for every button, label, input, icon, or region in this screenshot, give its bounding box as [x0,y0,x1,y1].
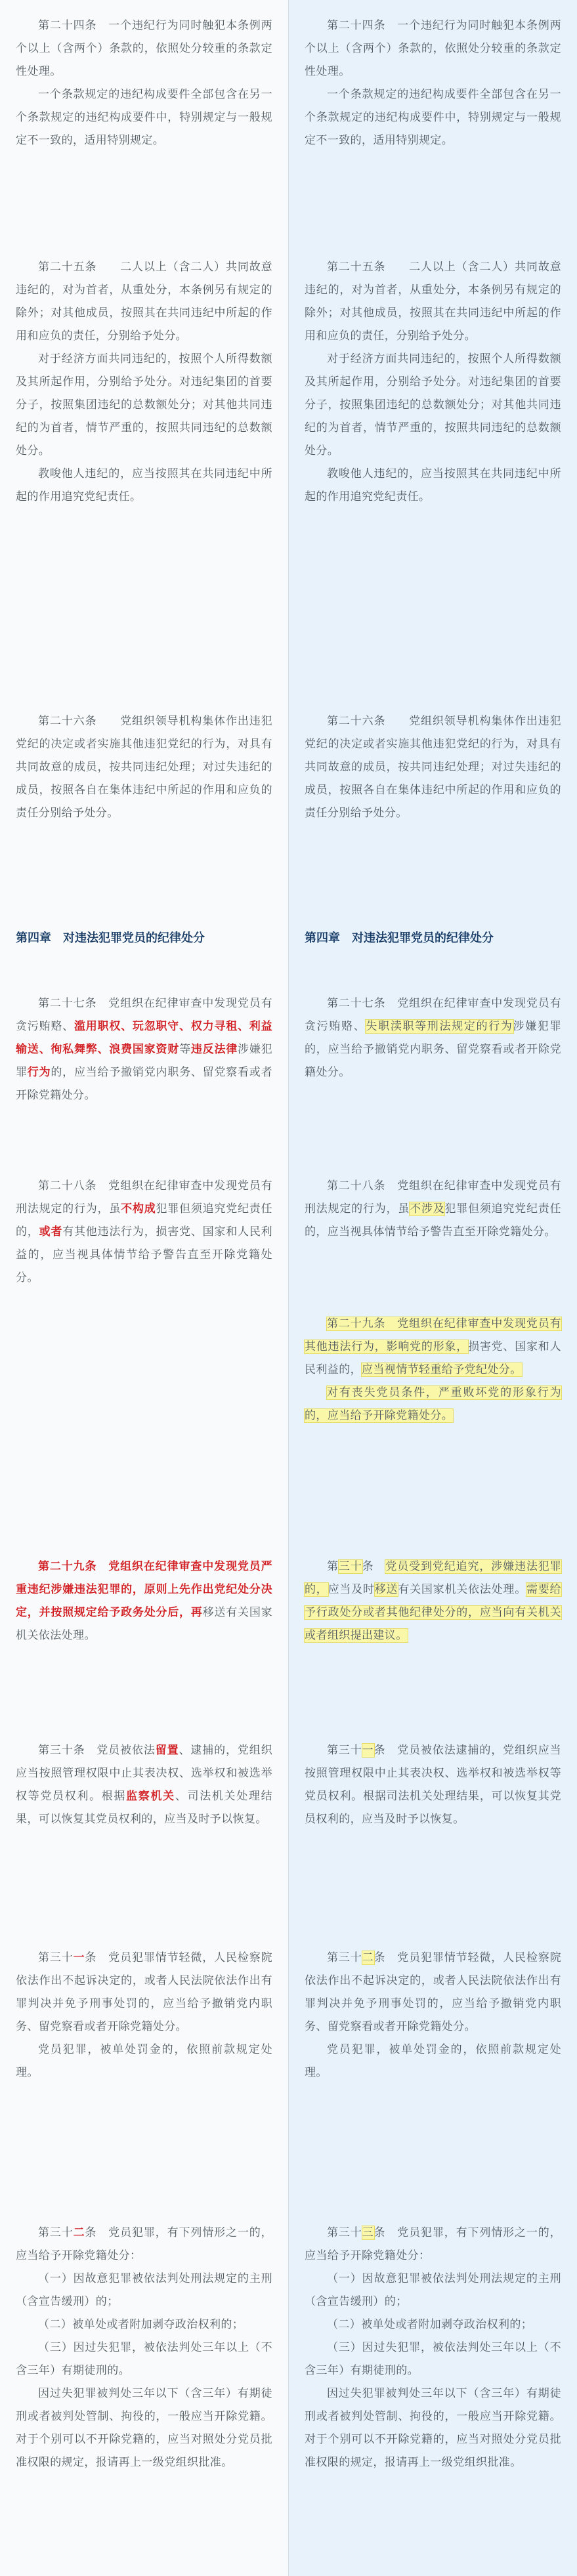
list-item: （一）因故意犯罪被依法判处刑法规定的主刑（含宣告缓刑）的； [305,2272,561,2308]
paragraph: 教唆他人违纪的，应当按照其在共同违纪中所起的作用追究党纪责任。 [16,467,272,503]
paragraph [305,2222,561,2268]
paragraph: 教唆他人违纪的，应当按照其在共同违纪中所起的作用追究党纪责任。 [305,467,561,503]
text: 有其他违法行为，损害党、国家和人民利益的，应当视具体情节给予警告直至开除党籍处分。 [16,1225,273,1284]
left-chapter-heading: 第四章 对违法犯罪党员的纪律处分 [16,931,205,945]
added-text: 二 [362,1951,374,1964]
paragraph [305,1555,561,1647]
paragraph: 党员犯罪，被单处罚金的，依照前款规定处理。 [16,2043,272,2079]
right-article-27 [289,992,577,1084]
text: 移送有关国家机关依法处理。 [16,1606,273,1642]
paragraph: 第二十五条 二人以上（含二人）共同故意违纪的，对为首者，从重处分，本条例另有规定的除外；对其他成员，按照其在共同违纪中所起的作用和应负的责任，分别给予处分。 [305,261,561,343]
left-article-31 [0,1947,288,2084]
added-text: 移送 [374,1583,398,1596]
paragraph: 一个条款规定的违纪构成要件全部包含在另一个条款规定的违纪构成要件中，特别规定与一般规定不一致的，适用特别规定。 [305,88,561,147]
paragraph [305,992,561,1084]
paragraph: 因过失犯罪被判处三年以下（含三年）有期徒刑或者被判处管制、拘役的，一般应当开除党籍。对于个别可以不开除党籍的，应当对照处分党员批准权限的规定，报请再上一级党组织批准。 [16,2387,272,2469]
left-article-27 [0,992,288,1107]
list-item: （三）因过失犯罪，被依法判处三年以上（不含三年）有期徒刑的。 [305,2341,561,2377]
added-text: 需要给予行政处分或者其他纪律处分的，应当向有关机关或者组织提出建议。 [305,1583,561,1642]
text: 损害党、国家和人民利益的， [305,1340,561,1376]
paragraph [305,1947,561,2038]
deleted-text: 二 [73,2226,85,2239]
text: 第 [327,1560,339,1573]
deleted-text: 一 [73,1951,85,1964]
paragraph [16,1739,272,1831]
paragraph [16,2222,272,2268]
right-article-28 [289,1175,577,1244]
paragraph [305,1313,561,1382]
right-article-33 [289,2222,577,2474]
deleted-text: 再 [190,1606,203,1619]
text: 应当及时 [328,1583,375,1596]
paragraph: 党员犯罪，被单处罚金的，依照前款规定处理。 [305,2043,561,2079]
left-article-29 [0,1555,288,1647]
text: 有关国家机关依法处理。 [398,1583,526,1596]
right-article-26 [289,710,577,825]
left-article-26 [0,710,288,825]
paragraph: 第二十六条 党组织领导机构集体作出违犯党纪的决定或者实施其他违犯党纪的行为，对具有共同故意的成员，按共同违纪处理；对过失违纪的成员，按照各自在集体违纪中所起的作用和应负的责任分别给予处分。 [16,715,272,820]
text: 第二十七条 党组织在纪律审查中发现党员有贪污贿赂、 [16,997,272,1033]
deleted-text: 监察机关 [126,1790,175,1803]
text: 条 党员犯罪情节轻微，人民检察院依法作出不起诉决定的，或者人民法院依法作出有罪判决并免予刑事处罚的，应当给予撤销党内职务、留党察看或者开除党籍处分。 [16,1951,272,2033]
added-text: 不涉及 [410,1202,445,1215]
text: 、司法机关处理结果，可以恢复其党员权利的，应当及时予以恢复。 [16,1790,272,1826]
paragraph [16,992,272,1107]
text: 犯罪但须追究党纪责任的， [16,1202,272,1238]
text: 条 党员犯罪，有下列情形之一的，应当给予开除党籍处分： [16,2226,272,2262]
added-text: 一 [362,1744,374,1757]
text: 第二十八条 党组织在纪律审查中发现党员有刑法规定的行为，虽 [305,1179,561,1215]
paragraph [16,1947,272,2038]
paragraph: 一个条款规定的违纪构成要件全部包含在另一个条款规定的违纪构成要件中，特别规定与一般规定不一致的，适用特别规定。 [16,88,272,147]
text: 条 党员被依法逮捕的，党组织应当按照管理权限中止其表决权、选举权和被选举权等党员权利。根据司法机关处理结果，可以恢复其党员权利的，应当及时予以恢复。 [305,1744,561,1826]
text: 第三十 [38,1951,74,1964]
text: 第三十 [38,2226,74,2239]
added-text: 对有丧失党员条件，严重败坏党的形象行为的，应当给予开除党籍处分。 [305,1386,561,1422]
text: 犯罪但须追究党纪责任的，应当视具体情节给予警告直至开除党籍处分。 [305,1202,561,1238]
text: 等 [179,1043,191,1056]
text: 涉嫌犯罪 [16,1043,273,1079]
added-text: 第二十九条 党组织在纪律审查中发现党员有其他违法行为，影响党的形象， [305,1317,561,1353]
right-article-30 [289,1555,577,1647]
right-article-32 [289,1947,577,2084]
added-text: 失职渎职等刑法规定的行为 [366,1020,513,1033]
text: 条 [362,1560,386,1573]
paragraph [305,1382,561,1427]
paragraph: 对于经济方面共同违纪的，按照个人所得数额及其所起作用，分别给予处分。对违纪集团的首要分子，按照集团违纪的总数额处分；对其他共同违纪的为首者，情节严重的，按照共同违纪的总数额处分。 [305,352,561,457]
deleted-text: 违反法律 [190,1043,238,1056]
paragraph [305,1175,561,1244]
list-item: （二）被单处或者附加剥夺政治权利的； [38,2318,244,2331]
paragraph: 第二十六条 党组织领导机构集体作出违犯党纪的决定或者实施其他违犯党纪的行为，对具有共同故意的成员，按共同违纪处理；对过失违纪的成员，按照各自在集体违纪中所起的作用和应负的责任分别给予处分。 [305,715,561,820]
paragraph [16,1175,272,1290]
paragraph: 第二十四条 一个违纪行为同时触犯本条例两个以上（含两个）条款的，依照处分较重的条款定性处理。 [16,19,272,78]
paragraph [16,1555,272,1647]
text: 第三十条 党员被依法 [38,1744,156,1757]
right-article-25 [289,256,577,509]
paragraph [305,1739,561,1831]
left-article-25 [0,256,288,509]
right-article-24 [289,14,577,152]
text: 第三十 [327,1744,362,1757]
left-article-24 [0,14,288,152]
list-item: （三）因过失犯罪，被依法判处三年以上（不含三年）有期徒刑的。 [16,2341,272,2377]
deleted-text: 滥用职权、玩忽职守、权力寻租、利益输送、徇私舞弊、浪费国家资财 [16,1020,272,1056]
text: 、逮捕的，党组织应当按照管理权限中止其表决权、选举权和被选举权等党员权利。根据 [16,1744,272,1803]
added-text: 三十 [338,1560,362,1573]
left-article-30 [0,1739,288,1831]
right-chapter-heading: 第四章 对违法犯罪党员的纪律处分 [305,931,494,945]
left-article-32 [0,2222,288,2474]
right-article-31 [289,1739,577,1831]
paragraph: 对于经济方面共同违纪的，按照个人所得数额及其所起作用，分别给予处分。对违纪集团的首要分子，按照集团违纪的总数额处分；对其他共同违纪的为首者，情节严重的，按照共同违纪的总数额处分。 [16,352,272,457]
deleted-text: 不构成 [121,1202,156,1215]
text: 涉嫌犯罪的，应当给予撤销党内职务、留党察看或者开除党籍处分。 [305,1020,561,1079]
left-column [0,0,288,2576]
paragraph: 第二十四条 一个违纪行为同时触犯本条例两个以上（含两个）条款的，依照处分较重的条款定性处理。 [305,19,561,78]
right-article-29 [289,1313,577,1427]
deleted-text: 或者 [39,1225,63,1238]
text: 条 党员犯罪情节轻微，人民检察院依法作出不起诉决定的，或者人民法院依法作出有罪判决并免予刑事处罚的，应当给予撤销党内职务、留党察看或者开除党籍处分。 [305,1951,561,2033]
text: 第二十七条 党组织在纪律审查中发现党员有贪污贿赂、 [305,997,561,1033]
list-item: （一）因故意犯罪被依法判处刑法规定的主刑（含宣告缓刑）的； [16,2272,272,2308]
added-text: 应当视情节轻重给予党纪处分。 [362,1363,522,1376]
right-column [289,0,577,2576]
deleted-text: 留置 [155,1744,179,1757]
paragraph: 因过失犯罪被判处三年以下（含三年）有期徒刑或者被判处管制、拘役的，一般应当开除党籍。对于个别可以不开除党籍的，应当对照处分党员批准权限的规定，报请再上一级党组织批准。 [305,2387,561,2469]
added-text: 党员受到党纪追究，涉嫌违法犯罪的， [305,1560,561,1596]
text: 第三十 [327,2226,362,2239]
text: 条 党员犯罪，有下列情形之一的，应当给予开除党籍处分： [305,2226,561,2262]
list-item: （二）被单处或者附加剥夺政治权利的； [327,2318,533,2331]
deleted-text: 行为 [27,1066,51,1079]
paragraph: 第二十五条 二人以上（含二人）共同故意违纪的，对为首者，从重处分，本条例另有规定的除外；对其他成员，按照其在共同违纪中所起的作用和应负的责任，分别给予处分。 [16,261,272,343]
left-article-28 [0,1175,288,1290]
text: 的，应当给予撤销党内职务、留党察看或者开除党籍处分。 [16,1066,272,1102]
deleted-text: 第二十九条 党组织在纪律审查中发现党员严重违纪涉嫌违法犯罪的，原则上先作出党纪处分决定，并按照规定给予政务处分后， [16,1560,272,1619]
text: 第二十八条 党组织在纪律审查中发现党员有刑法规定的行为，虽 [16,1179,272,1215]
text: 第三十 [327,1951,362,1964]
added-text: 三 [362,2226,374,2239]
